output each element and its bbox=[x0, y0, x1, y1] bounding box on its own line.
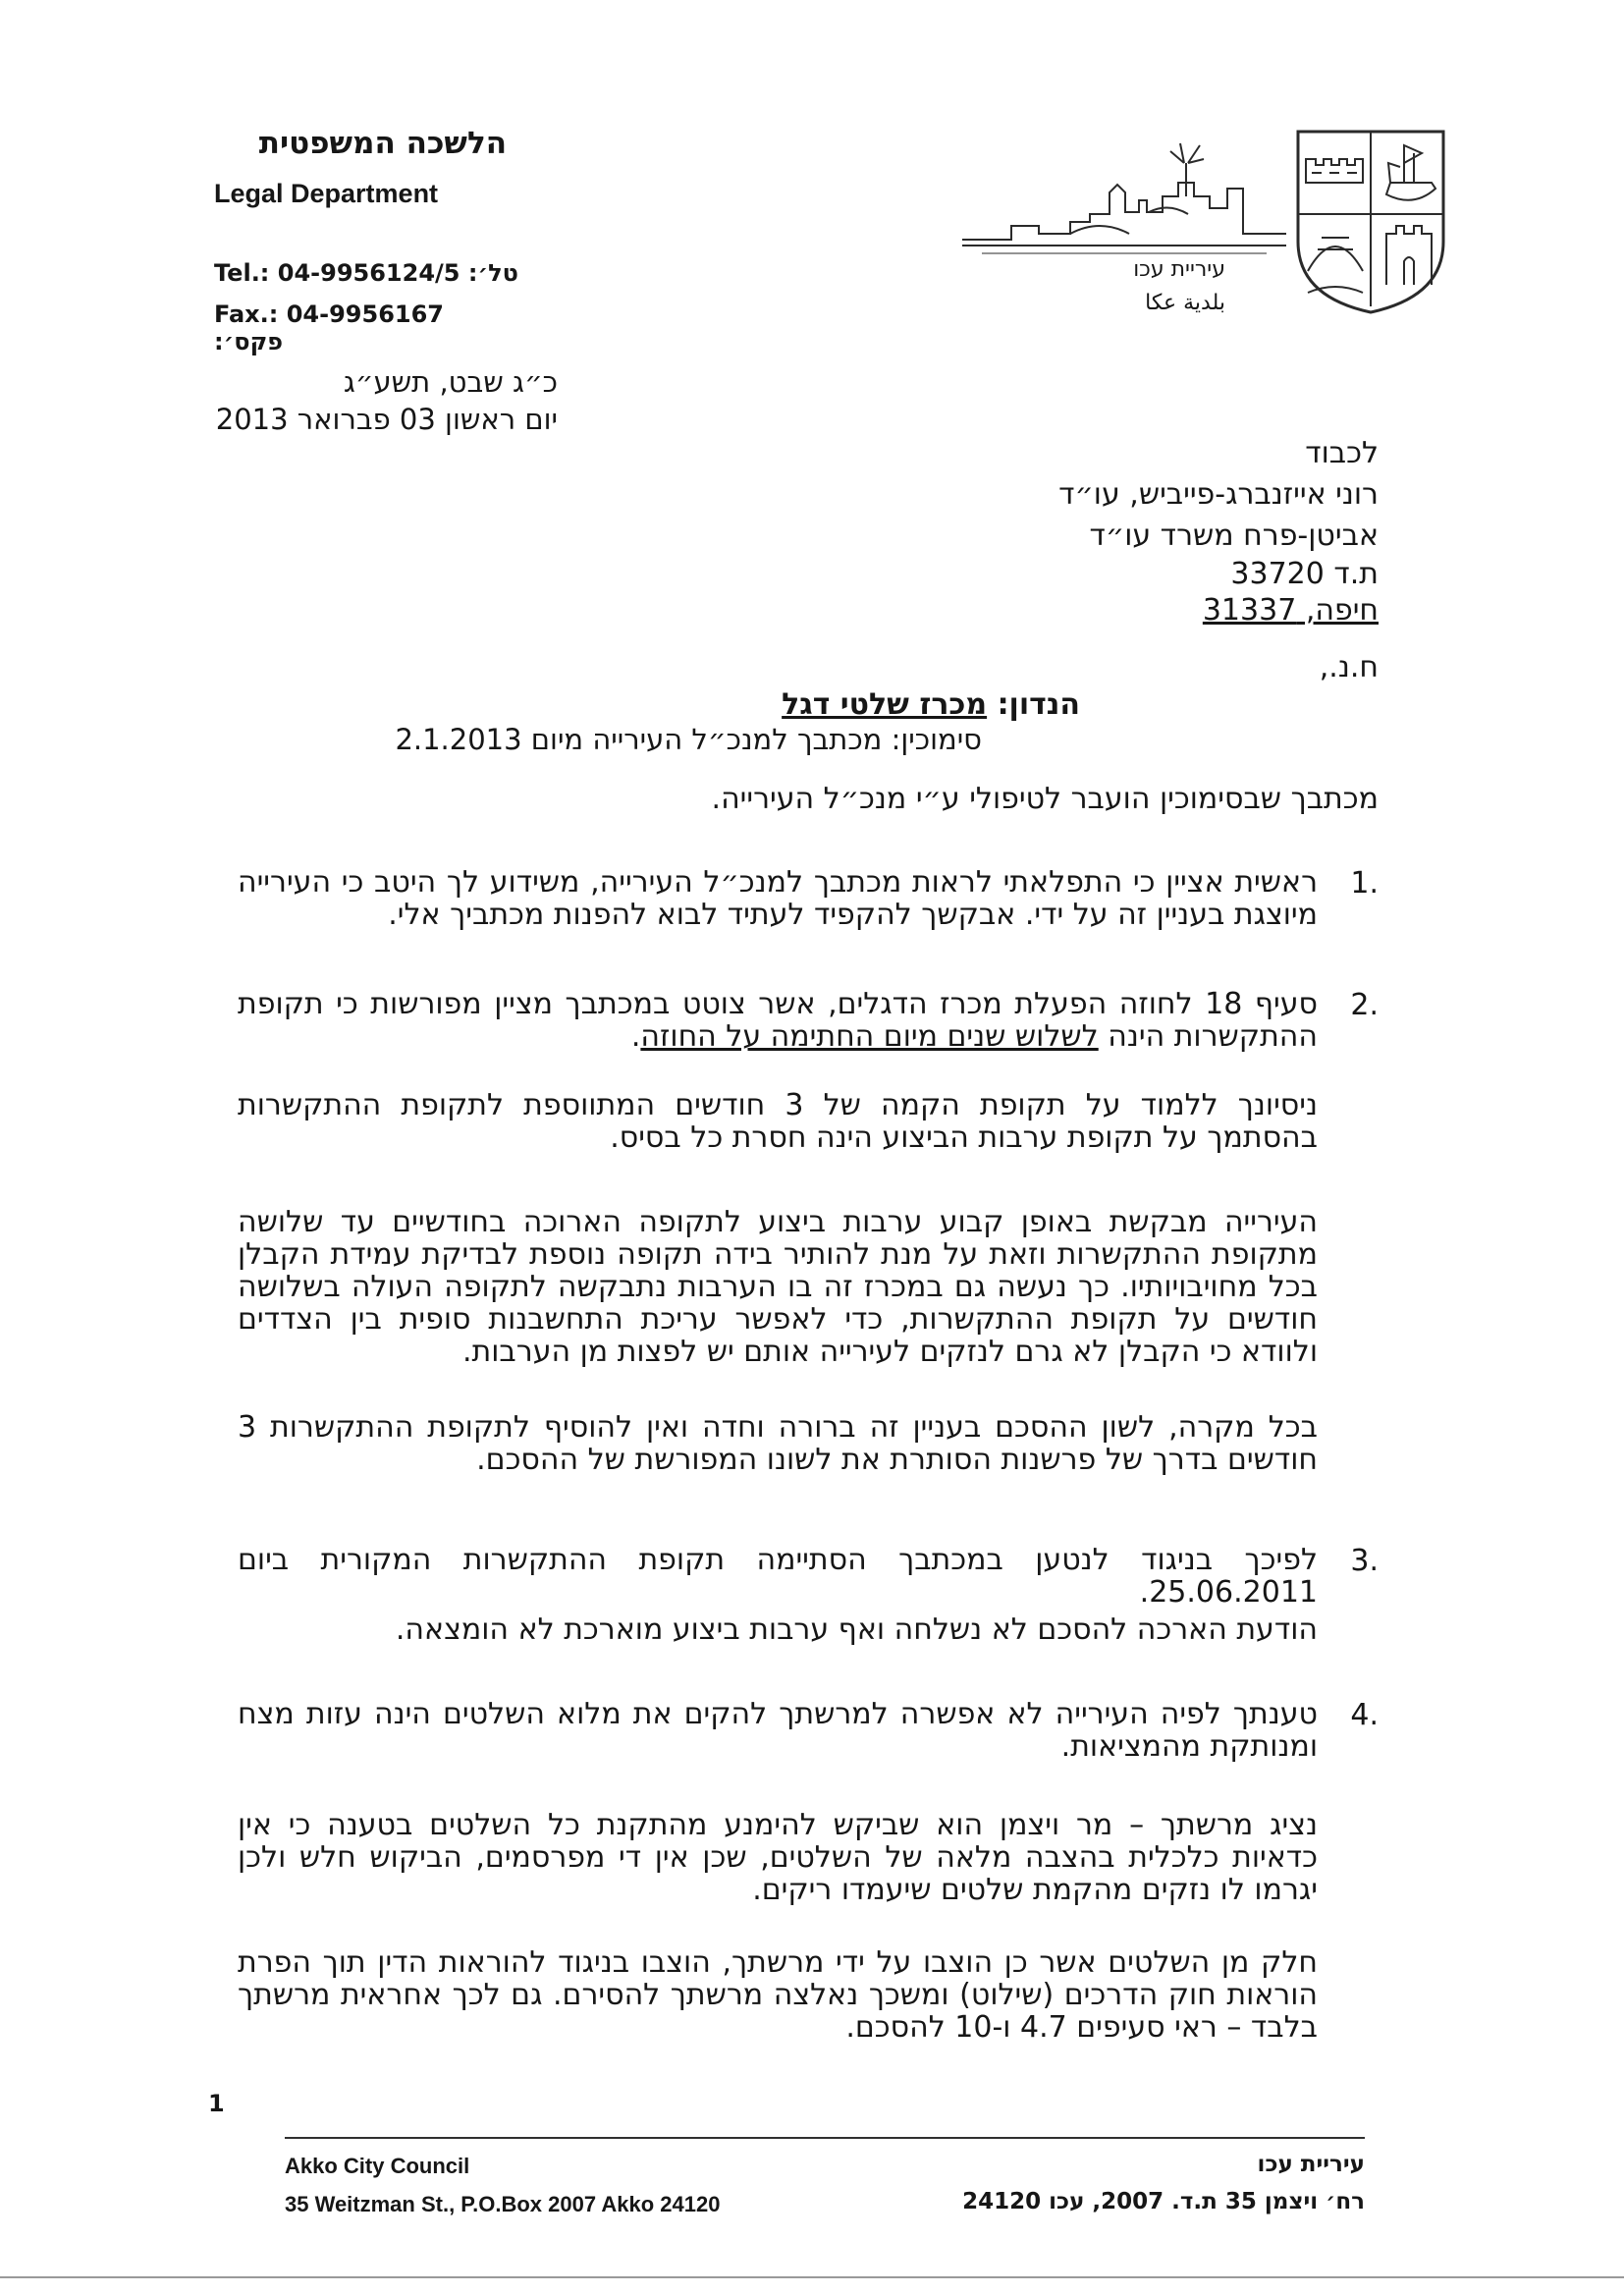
city-name-arabic: بلدية عكا bbox=[1145, 291, 1225, 315]
paragraph-2-text: סעיף 18 לחוזה הפעלת מכרז הדגלים, אשר צוטט במכתבך מציין מפורשות כי תקופת ההתקשרות הינה bbox=[238, 987, 1318, 1054]
paragraph-2-guarantee-explanation: העירייה מבקשת באופן קבוע ערבות ביצוע לתקופה הארוכה בחודשיים עד שלושה מתקופת ההתקשרות וזאת על מנת להותיר בידה תקופה נוספת לבדיקת עמידת הקבלן בכל מחויבויותיו. כך נעשה גם במכרז זה בו הערבות נתבקשה לתקופה העולה בשלושה חודשים על תקופת ההתקשרות, כדי לאפשר עריכת התחשבנות סופית בין הצדדים ולוודא כי הקבלן לא גרם לנזקים לעירייה אותם יש לפצות מן הערבות. bbox=[238, 1205, 1318, 1369]
gregorian-date: יום ראשון 03 פברואר 2013 bbox=[215, 403, 558, 436]
footer-divider bbox=[285, 2137, 1365, 2139]
greeting: ח.נ., bbox=[1319, 650, 1379, 684]
paragraph-number: 2. bbox=[1350, 988, 1379, 1022]
paragraph-4: טענתך לפיה העירייה לא אפשרה למרשתך להקים את מלוא השלטים הינה עזות מצח ומנותקת מהמציאות. bbox=[238, 1697, 1318, 1764]
city-name-hebrew: עיריית עכו bbox=[1133, 257, 1225, 282]
footer-address-english: 35 Weitzman St., P.O.Box 2007 Akko 24120 bbox=[285, 2192, 721, 2216]
paragraph-4-continued: נציג מרשתך – מר ויצמן הוא שביקש להימנע מהתקנת כל השלטים בטענה כי אין כדאיות כלכלית בהצבה מלאה של השלטים, שכן אין די מפרסמים, הביקוש חלש ולכן יגרמו לו נזקים מהקמת שלטים שיעמדו ריקים. bbox=[238, 1808, 1318, 1907]
paragraph-2-emphasis: לשלוש שנים מיום החתימה על החוזה bbox=[640, 1019, 1099, 1054]
department-name-english: Legal Department bbox=[214, 179, 439, 208]
paragraph-number: 1. bbox=[1350, 866, 1379, 901]
paragraph-2-end: . bbox=[630, 1019, 641, 1054]
page-bottom-edge bbox=[0, 2276, 1624, 2278]
page-number: 1 bbox=[208, 2090, 225, 2117]
recipient-name: רוני אייזנברג-פייביש, עו״ד bbox=[1058, 477, 1379, 512]
reference-line: סימוכין: מכתבך למנכ״ל העירייה מיום 2.1.2013 bbox=[395, 723, 982, 756]
subject-text: מכרז שלטי דגל bbox=[782, 687, 988, 722]
fax-line: Fax.: 04-9956167 :פקס׳ bbox=[214, 301, 444, 355]
department-name-hebrew: הלשכה המשפטית bbox=[258, 126, 507, 161]
footer-address-hebrew: רח׳ ויצמן 35 ת.ד. 2007, עכו 24120 bbox=[962, 2189, 1365, 2214]
hebrew-date: כ״ג שבט, תשע״ג bbox=[343, 365, 558, 399]
subject-line bbox=[393, 687, 1080, 722]
recipient-firm: אביטן-פרח משרד עו״ד bbox=[1089, 519, 1379, 553]
paragraph-4-signs-removed: חלק מן השלטים אשר כן הוצבו על ידי מרשתך, הוצבו בניגוד להוראות הדין תוך הפרת הוראות חוק הדרכים (שילוט) ומשכך נאלצה מרשתך להסירם. גם לכך אחראית מרשתך בלבד – ראי סעיפים 4.7 ו-10 להסכם. bbox=[238, 1945, 1318, 2045]
recipient-city: חיפה, 31337 bbox=[1202, 593, 1379, 628]
recipient-salutation: לכבוד bbox=[1305, 436, 1379, 470]
paragraph-1: ראשית אציין כי התפלאתי לראות מכתבך למנכ״ל העירייה, משידוע לך היטב כי העירייה מיוצגת בעניין זה על ידי. אבקשך להקפיד לעתיד לבוא להפנות מכתביך אלי. bbox=[238, 865, 1318, 932]
telephone-line: Tel.: 04-9956124/5 :טל׳ bbox=[214, 259, 518, 287]
paragraph-2-conclusion: בכל מקרה, לשון ההסכם בעניין זה ברורה וחדה ואין להוסיף לתקופת ההתקשרות 3 חודשים בדרך של פרשנות הסותרת את לשונו המפורשת של ההסכם. bbox=[238, 1410, 1318, 1477]
paragraph-2-continued: ניסיונך ללמוד על תקופת הקמה של 3 חודשים המתווספת לתקופת ההתקשרות בהסתמך על תקופת ערבות הביצוע הינה חסרת כל בסיס. bbox=[238, 1088, 1318, 1155]
paragraph-2 bbox=[238, 988, 1318, 1053]
paragraph-3-continued: הודעת הארכה להסכם לא נשלחה ואף ערבות ביצוע מוארכת לא הומצאה. bbox=[395, 1612, 1318, 1647]
paragraph-number: 4. bbox=[1350, 1698, 1379, 1732]
subject-label: הנדון: bbox=[997, 687, 1080, 722]
paragraph-number: 3. bbox=[1350, 1544, 1379, 1578]
footer-council-name-hebrew: עיריית עכו bbox=[1257, 2152, 1365, 2177]
intro-sentence: מכתבך שבסימוכין הועבר לטיפולי ע״י מנכ״ל העירייה. bbox=[711, 782, 1379, 816]
recipient-po-box: ת.ד 33720 bbox=[1230, 557, 1379, 591]
paragraph-3: לפיכך בניגוד לנטען במכתבך הסתיימה תקופת ההתקשרות המקורית ביום 25.06.2011. bbox=[238, 1543, 1318, 1610]
footer-council-name-english: Akko City Council bbox=[285, 2154, 470, 2178]
